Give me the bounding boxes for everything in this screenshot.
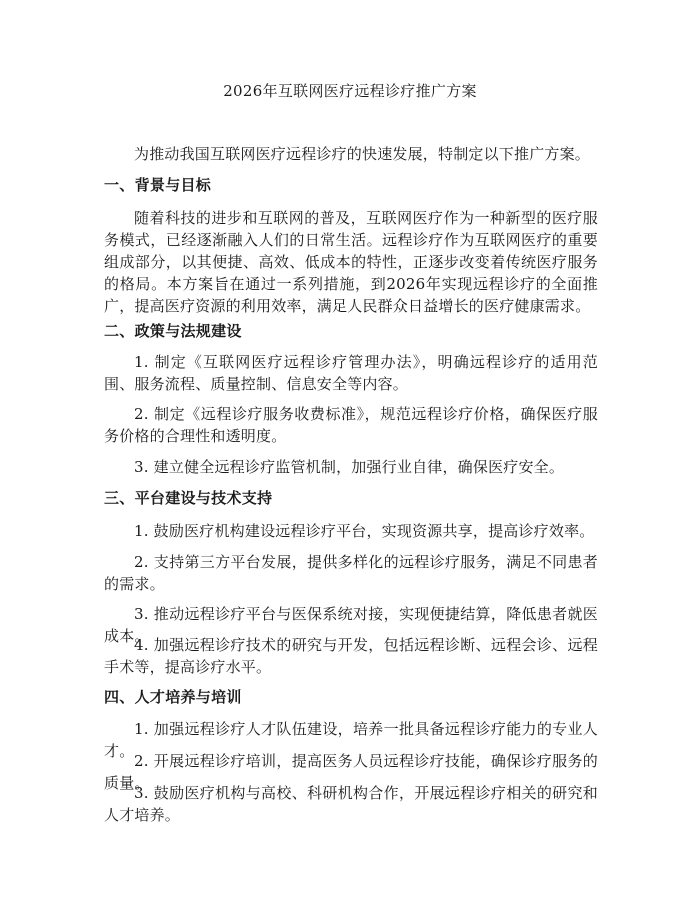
section-2-item-2: 2. 制定《远程诊疗服务收费标准》，规范远程诊疗价格，确保医疗服务价格的合理性和透明度。	[104, 405, 598, 445]
section-heading-background: 一、背景与目标	[104, 176, 212, 194]
section-heading-platform: 三、平台建设与技术支持	[104, 489, 273, 507]
section-heading-policy: 二、政策与法规建设	[104, 322, 242, 340]
intro-paragraph: 为推动我国互联网医疗远程诊疗的快速发展，特制定以下推广方案。	[134, 145, 591, 163]
section-3-item-1: 1. 鼓励医疗机构建设远程诊疗平台，实现资源共享，提高诊疗效率。	[134, 522, 595, 540]
section-4-item-3: 3. 鼓励医疗机构与高校、科研机构合作，开展远程诊疗相关的研究和人才培养。	[104, 784, 598, 824]
section-2-item-1: 1. 制定《互联网医疗远程诊疗管理办法》，明确远程诊疗的适用范围、服务流程、质量控制、信息安全等内容。	[104, 353, 598, 393]
section-3-item-3: 3. 推动远程诊疗平台与医保系统对接，实现便捷结算，降低患者就医成本。	[104, 605, 598, 645]
document-title: 2026年互联网医疗远程诊疗推广方案	[223, 82, 477, 100]
section-3-item-4: 4. 加强远程诊疗技术的研究与开发，包括远程诊断、远程会诊、远程手术等，提高诊疗水平。	[104, 636, 598, 676]
section-3-item-2: 2. 支持第三方平台发展，提供多样化的远程诊疗服务，满足不同患者的需求。	[104, 553, 598, 593]
section-heading-talent: 四、人才培养与培训	[104, 688, 242, 706]
section-4-item-1: 1. 加强远程诊疗人才队伍建设，培养一批具备远程诊疗能力的专业人才。	[104, 720, 598, 760]
section-2-item-3: 3. 建立健全远程诊疗监管机制，加强行业自律，确保医疗安全。	[134, 458, 565, 476]
section-4-item-2: 2. 开展远程诊疗培训，提高医务人员远程诊疗技能，确保诊疗服务的质量。	[104, 752, 598, 792]
section-1-paragraph-1: 随着科技的进步和互联网的普及，互联网医疗作为一种新型的医疗服务模式，已经逐渐融入人们的日常生活。远程诊疗作为互联网医疗的重要组成部分，以其便捷、高效、低成本的特性，正逐步改变着传统医疗服务的格局。本方案旨在通过一系列措施，到2026年实现远程诊疗的全面推广，提高医疗资源的利用效率，满足人民群众日益增长的医疗健康需求。	[104, 209, 598, 315]
